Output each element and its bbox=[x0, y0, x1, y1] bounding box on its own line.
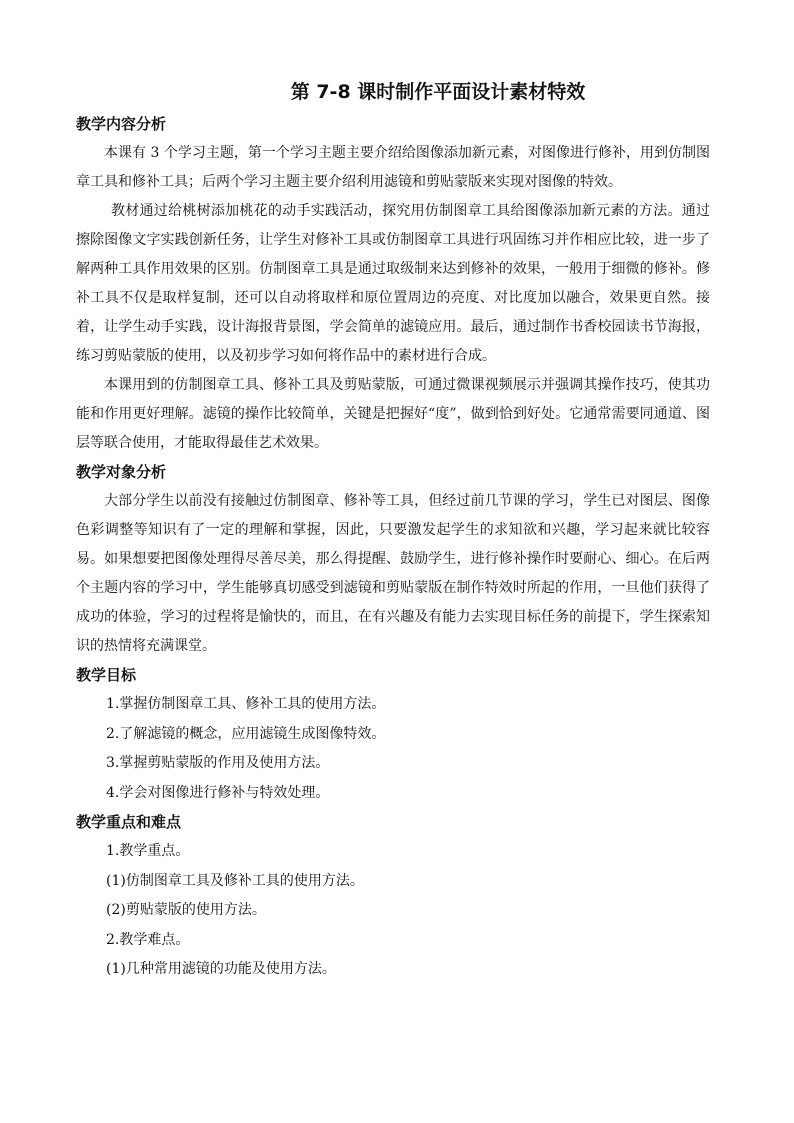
paragraph: 教材通过给桃树添加桃花的动手实践活动，探究用仿制图章工具给图像添加新元素的方法。通过擦除图像文字实践创新任务，让学生对修补工具或仿制图章工具进行巩固练习并作相应比较，进一步了解两种工具作用效果的区别。仿制图章工具是通过取级制来达到修补的效果，一般用于细微的修补。修补工具不仅是取样复制，还可以自动将取样和原位置周边的亮度、对比度加以融合，效果更自然。接着，让学生动手实践，设计海报背景图，学会简单的滤镜应用。最后，通过制作书香校园读书节海报，练习剪贴蒙版的使用，以及初步学习如何将作品中的素材进行合成。 bbox=[76, 203, 710, 364]
list-item: 2.教学难点。 bbox=[106, 931, 190, 948]
list-item: (1)仿制图章工具及修补工具的使用方法。 bbox=[106, 872, 364, 889]
section-heading-content-analysis: 教学内容分析 bbox=[76, 115, 167, 133]
paragraph: 本课有 3 个学习主题，第一个学习主题主要介绍给图像添加新元素，对图像进行修补，用到仿制图章工具和修补工具；后两个学习主题主要介绍利用滤镜和剪贴蒙版来实现对图像的特效。 bbox=[76, 145, 710, 190]
list-item: (1)几种常用滤镜的功能及使用方法。 bbox=[106, 961, 336, 977]
section-heading-objectives: 教学目标 bbox=[76, 666, 137, 684]
list-item: 2.了解滤镜的概念，应用滤镜生成图像特效。 bbox=[106, 725, 386, 742]
section-heading-student-analysis: 教学对象分析 bbox=[76, 463, 167, 481]
list-item: 3.掌握剪贴蒙版的作用及使用方法。 bbox=[106, 755, 330, 771]
list-item: 1.掌握仿制图章工具、修补工具的使用方法。 bbox=[106, 696, 386, 712]
list-item: 4.学会对图像进行修补与特效处理。 bbox=[106, 784, 330, 801]
page-title: 第 7-8 课时制作平面设计素材特效 bbox=[290, 81, 586, 103]
section-heading-key-points: 教学重点和难点 bbox=[76, 813, 182, 831]
list-item: (2)剪贴蒙版的使用方法。 bbox=[106, 902, 266, 918]
paragraph: 大部分学生以前没有接触过仿制图章、修补等工具，但经过前几节课的学习，学生已对图层、图像色彩调整等知识有了一定的理解和掌握，因此，只要激发起学生的求知欲和兴趣，学习起来就比较容易。如果想要把图像处理得尽善尽美，那么得提醒、鼓励学生，进行修补操作时要耐心、细心。在后两个主题内容的学习中，学生能够真切感受到滤镜和剪贴蒙版在制作特效时所起的作用，一旦他们获得了成功的体验，学习的过程将是愉快的，而且，在有兴趣及有能力去实现目标任务的前提下，学生探索知识的热情将充满课堂。 bbox=[76, 493, 710, 654]
paragraph: 本课用到的仿制图章工具、修补工具及剪贴蒙版，可通过微课视频展示并强调其操作技巧，使其功能和作用更好理解。滤镜的操作比较简单，关键是把握好“度”，做到恰到好处。它通常需要同通道、图层等联合使用，才能取得最佳艺术效果。 bbox=[76, 377, 710, 451]
list-item: 1.教学重点。 bbox=[106, 843, 190, 859]
